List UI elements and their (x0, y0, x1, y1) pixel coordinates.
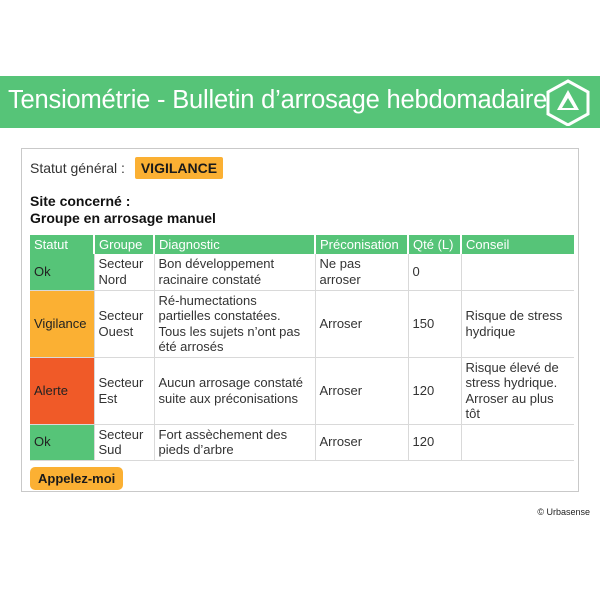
copyright-text: © Urbasense (537, 507, 590, 517)
urbasense-logo-icon (544, 78, 592, 126)
general-status (30, 157, 223, 179)
preconisation-cell: Arroser (315, 357, 408, 424)
site-heading-line2: Groupe en arrosage manuel (30, 210, 216, 226)
col-header-diagnostic: Diagnostic (154, 235, 315, 254)
conseil-cell (461, 254, 574, 290)
conseil-cell (461, 424, 574, 460)
quantity-cell: 120 (408, 424, 461, 460)
group-cell: Secteur Nord (94, 254, 154, 290)
col-header-conseil: Conseil (461, 235, 574, 254)
preconisation-cell: Arroser (315, 290, 408, 357)
table-row (30, 290, 574, 357)
quantity-cell: 120 (408, 357, 461, 424)
watering-table (30, 235, 574, 461)
table-row (30, 424, 574, 460)
col-header-preconisation: Préconisation (315, 235, 408, 254)
preconisation-cell: Ne pas arroser (315, 254, 408, 290)
diagnostic-cell: Fort assèchement des pieds d’arbre (154, 424, 315, 460)
col-header-statut: Statut (30, 235, 94, 254)
group-cell: Secteur Sud (94, 424, 154, 460)
table-row (30, 357, 574, 424)
status-cell: Alerte (30, 357, 94, 424)
header-banner (0, 76, 600, 128)
group-cell: Secteur Est (94, 357, 154, 424)
status-badge: VIGILANCE (135, 157, 223, 179)
status-cell: Ok (30, 424, 94, 460)
call-me-button[interactable]: Appelez-moi (30, 467, 123, 490)
status-cell: Vigilance (30, 290, 94, 357)
general-status-label: Statut général : (30, 160, 125, 176)
site-heading (30, 193, 216, 227)
diagnostic-cell: Ré-humectations partielles constatées. Tous les sujets n’ont pas été arrosés (154, 290, 315, 357)
diagnostic-cell: Aucun arrosage constaté suite aux préconisations (154, 357, 315, 424)
col-header-groupe: Groupe (94, 235, 154, 254)
table-row (30, 254, 574, 290)
site-heading-line1: Site concerné : (30, 193, 131, 209)
diagnostic-cell: Bon développement racinaire constaté (154, 254, 315, 290)
table-header-row (30, 235, 574, 254)
page-title: Tensiométrie - Bulletin d’arrosage hebdomadaire (8, 86, 548, 114)
quantity-cell: 0 (408, 254, 461, 290)
status-cell: Ok (30, 254, 94, 290)
col-header-qte: Qté (L) (408, 235, 461, 254)
preconisation-cell: Arroser (315, 424, 408, 460)
group-cell: Secteur Ouest (94, 290, 154, 357)
conseil-cell: Risque de stress hydrique (461, 290, 574, 357)
bulletin-card (21, 148, 579, 492)
quantity-cell: 150 (408, 290, 461, 357)
conseil-cell: Risque élevé de stress hydrique. Arroser au plus tôt (461, 357, 574, 424)
